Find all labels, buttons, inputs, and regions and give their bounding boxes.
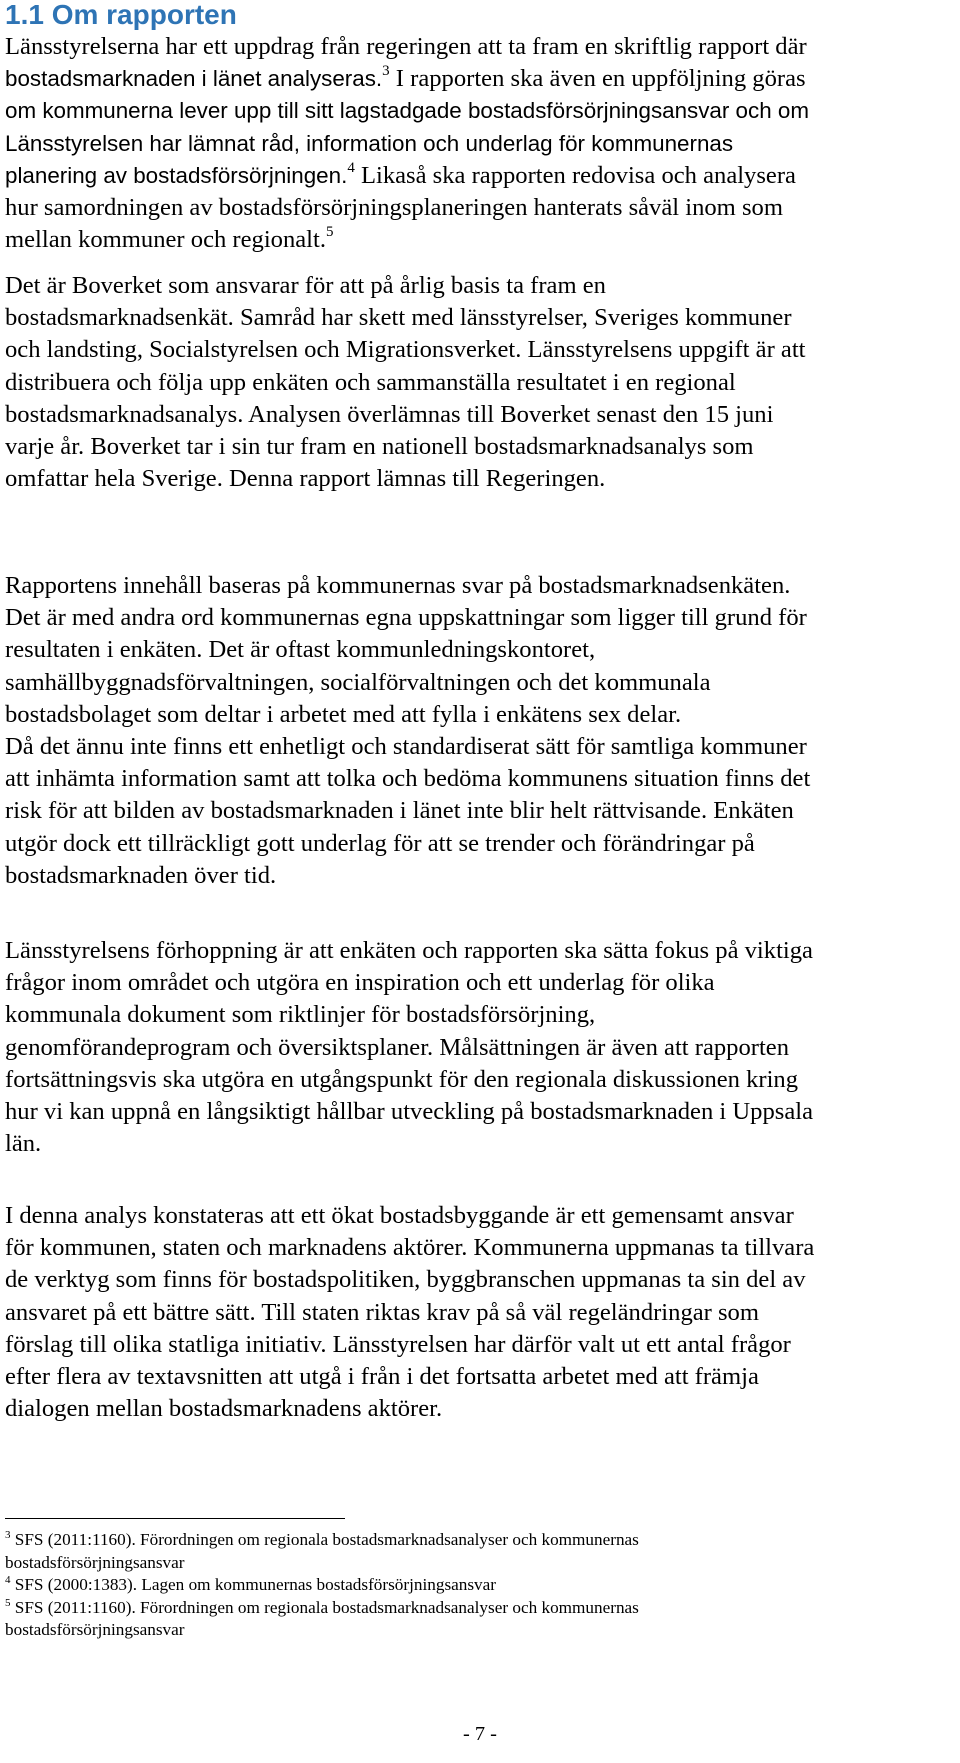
footnote-divider [5, 1518, 345, 1519]
paragraph-boverket [5, 270, 960, 495]
text-line: distribuera och följa upp enkäten och sammanställa resultatet i en regional [5, 368, 736, 396]
text-line [5, 63, 960, 95]
page-number: - 7 - [463, 1723, 497, 1745]
paragraph-forhoppning [5, 935, 960, 1160]
text-line: Länsstyrelserna har ett uppdrag från regeringen att ta fram en skriftlig rapport där [5, 33, 807, 60]
text-line: Länsstyrelsen har lämnat råd, information och underlag för kommunernas [5, 130, 734, 156]
text-line: och landsting, Socialstyrelsen och Migrationsverket. Länsstyrelsens uppgift är att [5, 336, 806, 364]
text-line: utgör dock ett tillräckligt gott underlag för att se trender och förändringar på [5, 829, 755, 857]
text-line: län. [5, 1130, 42, 1158]
text-line: bostadsmarknaden över tid. [5, 861, 277, 889]
text-line: hur samordningen av bostadsförsörjningsplaneringen hanterats såväl inom som [5, 193, 783, 221]
text-line: att inhämta information samt att tolka och bedöma kommunens situation finns det [5, 765, 811, 793]
text-run: planering av bostadsförsörjningen. [5, 162, 348, 188]
footnotes [5, 1529, 960, 1642]
footnote-text: SFS (2011:1160). Förordningen om regionala bostadsmarknadsanalyser och kommunernas [10, 1597, 639, 1617]
paragraph-enkaten [5, 570, 960, 892]
text-line: Länsstyrelsens förhoppning är att enkäten och rapporten ska sätta fokus på viktiga [5, 937, 813, 964]
text-line: dialogen mellan bostadsmarknadens aktörer. [5, 1395, 443, 1423]
text-line: kommunala dokument som riktlinjer för bostadsförsörjning, [5, 1001, 596, 1029]
text-line: om kommunerna lever upp till sitt lagstadgade bostadsförsörjningsansvar och om [5, 98, 809, 124]
text-run: I rapporten ska även en uppföljning göras [389, 65, 806, 93]
text-line: resultaten i enkäten. Det är oftast kommunledningskontoret, [5, 636, 596, 664]
text-line: ansvaret på ett bättre sätt. Till staten riktas krav på så väl regeländringar som [5, 1298, 759, 1326]
footnote-4 [5, 1574, 960, 1597]
text-run: Likaså ska rapporten redovisa och analysera [354, 161, 796, 189]
text-line: fortsättningsvis ska utgöra en utgångspunkt för den regionala diskussionen kring [5, 1065, 799, 1093]
footnote-5-continuation: bostadsförsörjningsansvar [5, 1620, 185, 1639]
footnote-3 [5, 1529, 960, 1552]
text-line: risk för att bilden av bostadsmarknaden i länet inte blir helt rättvisande. Enkäten [5, 797, 794, 825]
text-run: mellan kommuner och regionalt. [5, 226, 326, 254]
text-line: I denna analys konstateras att ett ökat bostadsbyggande är ett gemensamt ansvar [5, 1202, 794, 1229]
paragraph-intro [5, 31, 960, 256]
footnote-text: SFS (2011:1160). Förordningen om regionala bostadsmarknadsanalyser och kommunernas [10, 1530, 639, 1549]
footnote-3-continuation: bostadsförsörjningsansvar [5, 1552, 185, 1572]
footnote-number: 3 [5, 1529, 11, 1541]
text-line: förslag till olika statliga initiativ. Länsstyrelsen har därför valt ut ett antal frågor [5, 1330, 791, 1358]
text-line [5, 224, 960, 256]
footnote-number: 4 [5, 1574, 11, 1586]
text-line: omfattar hela Sverige. Denna rapport lämnas till Regeringen. [5, 465, 606, 493]
text-line: Det är med andra ord kommunernas egna uppskattningar som ligger till grund för [5, 604, 807, 632]
footnote-number: 5 [5, 1596, 11, 1609]
footnote-ref-3[interactable]: 3 [382, 63, 390, 80]
section-heading: 1.1 Om rapporten [5, 0, 237, 30]
text-line: samhällbyggnadsförvaltningen, socialförvaltningen och det kommunala [5, 668, 711, 696]
text-line: de verktyg som finns för bostadspolitiken, byggbranschen uppmanas ta sin del av [5, 1266, 806, 1294]
text-line: Det är Boverket som ansvarar för att på årlig basis ta fram en [5, 272, 606, 299]
text-line: bostadsbolaget som deltar i arbetet med att fylla i enkätens sex delar. [5, 700, 682, 728]
text-line: genomförandeprogram och översiktsplaner. Målsättningen är även att rapporten [5, 1033, 789, 1061]
footnote-ref-5[interactable]: 5 [326, 224, 334, 241]
footnote-5 [5, 1597, 960, 1620]
text-line: för kommunen, staten och marknadens aktörer. Kommunerna uppmanas ta tillvara [5, 1234, 815, 1262]
text-run: bostadsmarknaden i länet analyseras. [5, 66, 383, 92]
footnote-text: SFS (2000:1383). Lagen om kommunernas bostadsförsörjningsansvar [10, 1575, 496, 1594]
text-line: Rapportens innehåll baseras på kommunernas svar på bostadsmarknadsenkäten. [5, 572, 791, 599]
text-line: bostadsmarknadsanalys. Analysen överlämnas till Boverket senast den 15 juni [5, 400, 774, 428]
text-line: varje år. Boverket tar i sin tur fram en nationell bostadsmarknadsanalys som [5, 432, 754, 460]
text-line: Då det ännu inte finns ett enhetligt och standardiserat sätt för samtliga kommuner [5, 732, 807, 760]
text-line: hur vi kan uppnå en långsiktigt hållbar utveckling på bostadsmarknaden i Uppsala [5, 1097, 813, 1125]
text-line [5, 160, 960, 192]
footnote-ref-4[interactable]: 4 [347, 159, 355, 176]
text-line: efter flera av textavsnitten att utgå i från i det fortsatta arbetet med att främja [5, 1362, 759, 1390]
paragraph-analys [5, 1200, 960, 1425]
text-line: bostadsmarknadsenkät. Samråd har skett med länsstyrelser, Sveriges kommuner [5, 304, 792, 332]
text-line: frågor inom området och utgöra en inspiration och ett underlag för olika [5, 969, 715, 997]
